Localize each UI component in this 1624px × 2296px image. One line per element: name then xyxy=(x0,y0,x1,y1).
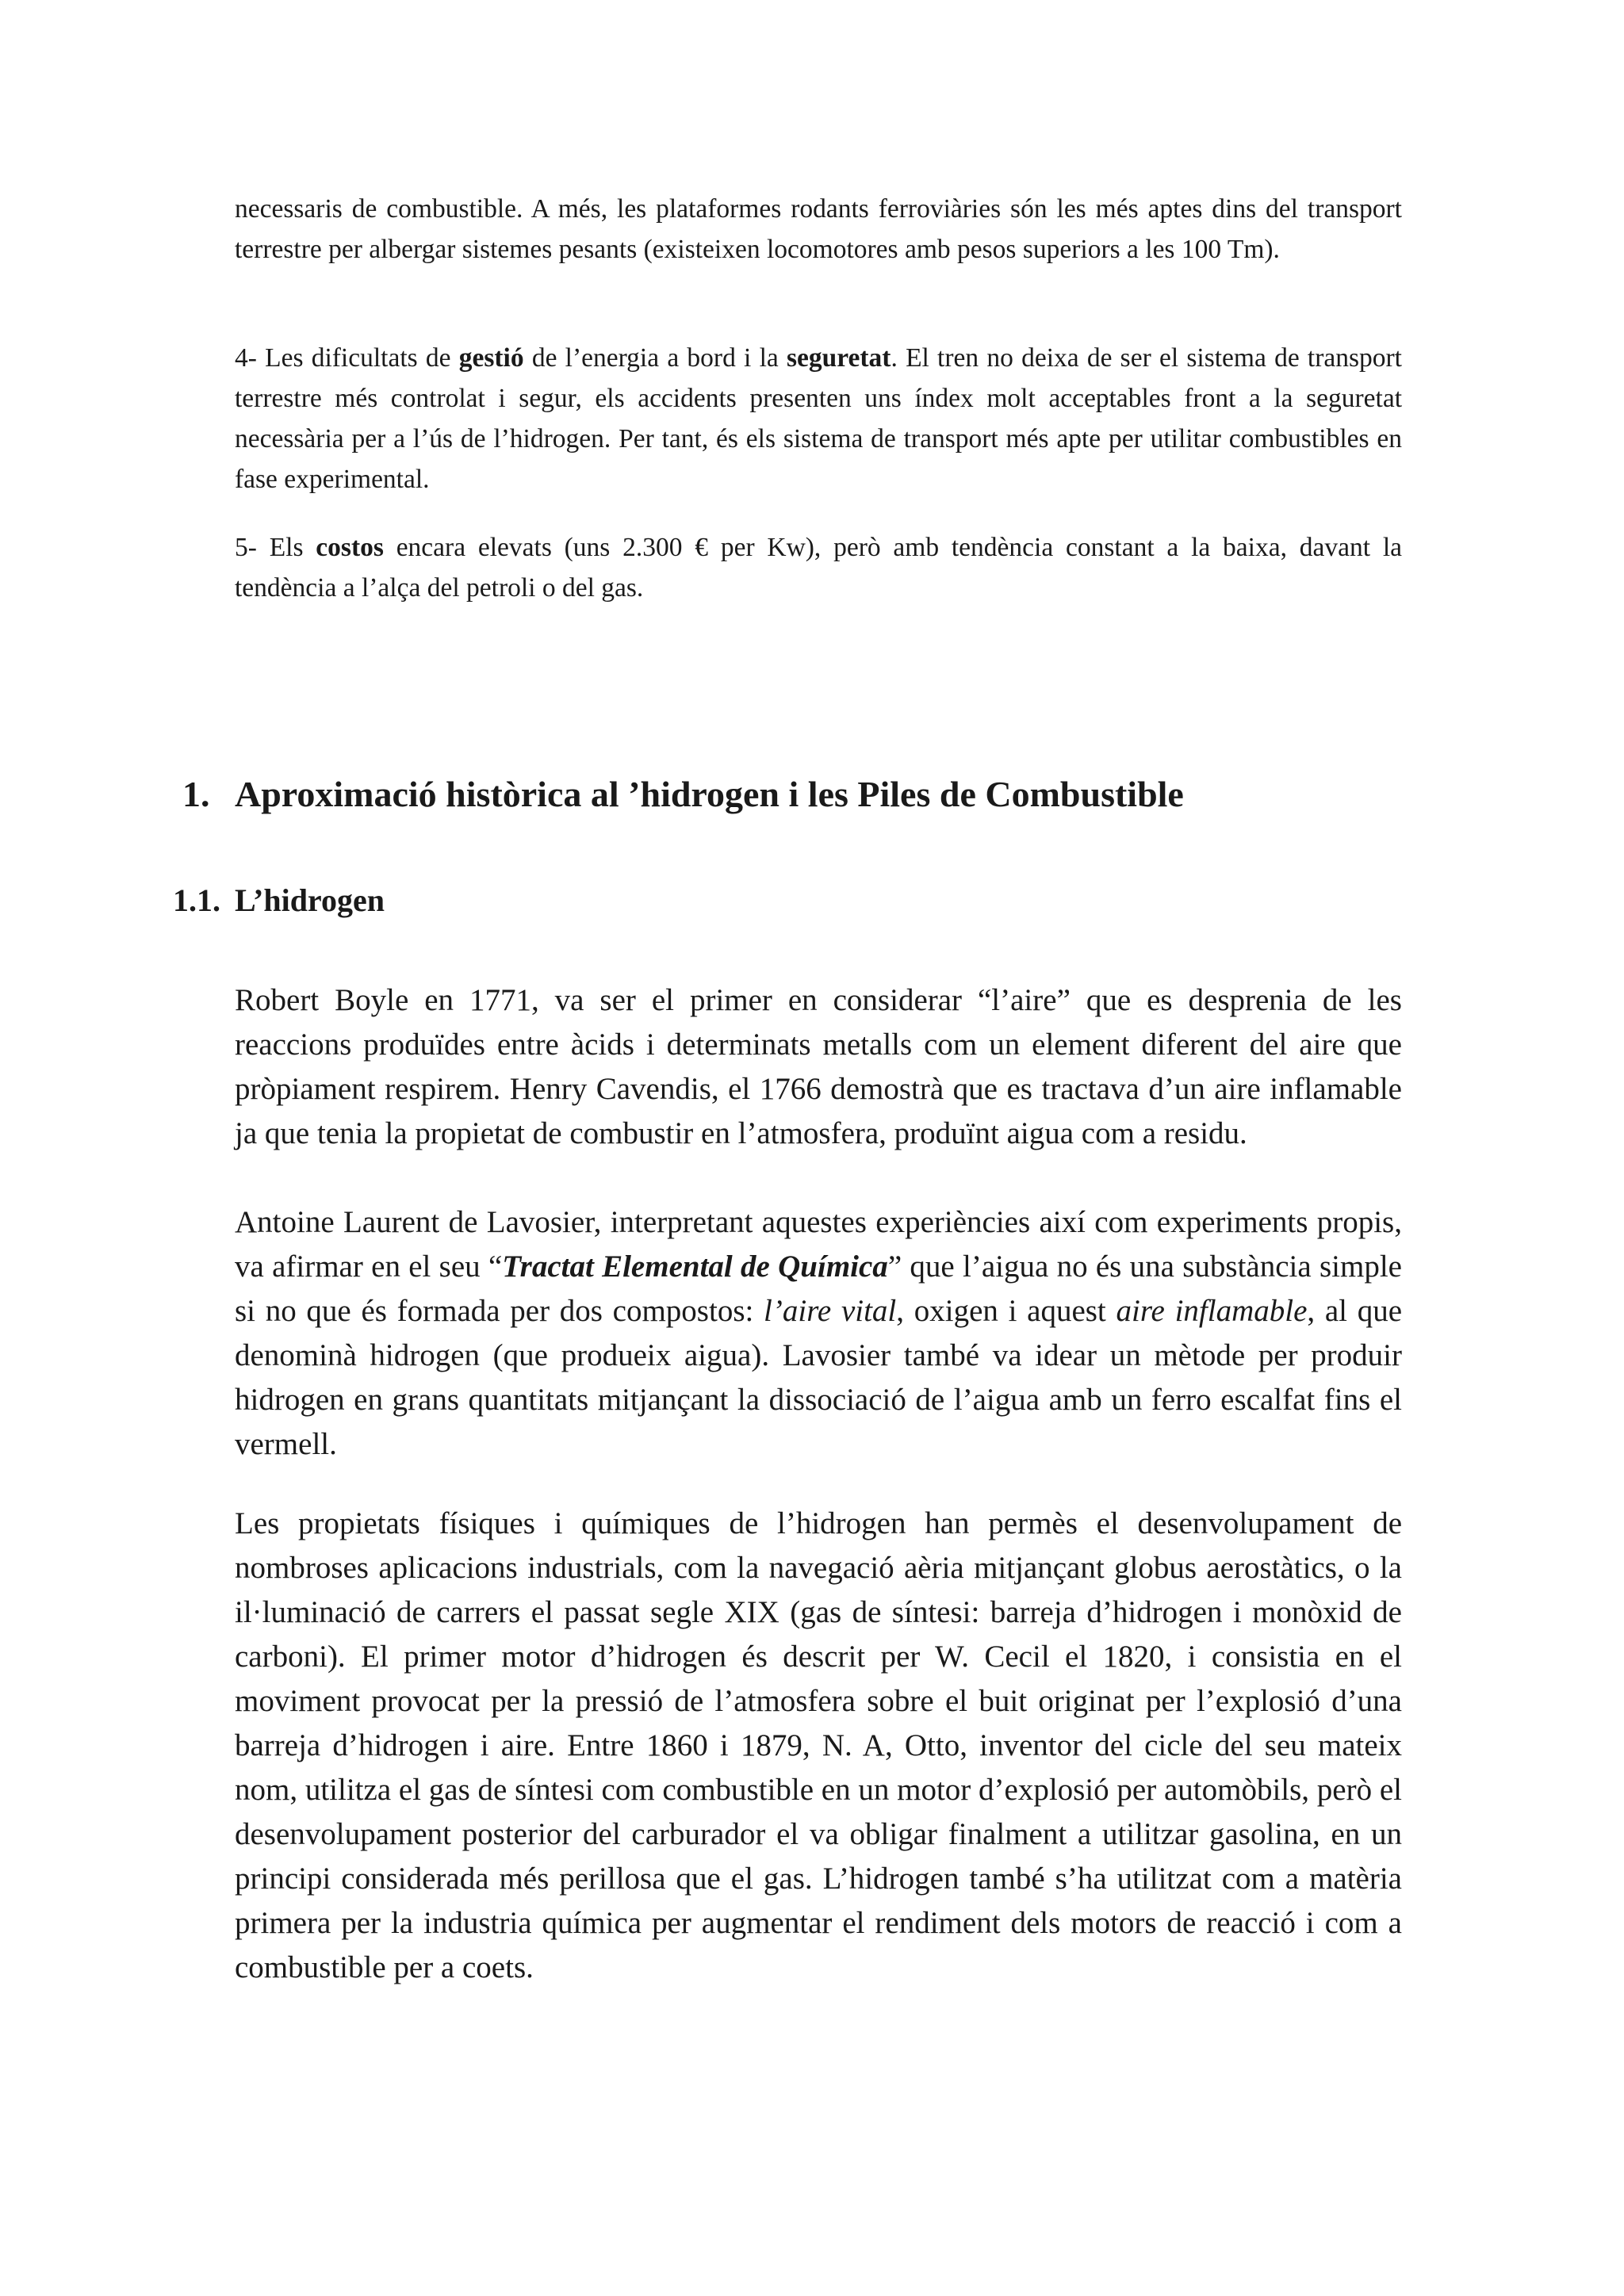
intro-paragraph-3-text-a: 5- Els xyxy=(235,533,316,562)
book-title-tractat: Tractat Elemental de Química xyxy=(502,1249,888,1284)
body-paragraph-3 xyxy=(235,1502,1402,1990)
intro-paragraph-1-text: necessaris de combustible. A més, les plataformes rodants ferroviàries són les més aptes dins del transport terrestre per albergar sistemes pesants (existeixen locomotores amb pesos superiors a les 100 Tm). xyxy=(235,194,1402,264)
intro-bold-seguretat: seguretat xyxy=(786,343,891,373)
intro-paragraph-1 xyxy=(235,189,1402,270)
body-paragraph-1 xyxy=(235,978,1402,1156)
section-heading xyxy=(182,771,1184,818)
body-paragraph-3-text: Les propietats físiques i químiques de l’hidrogen han permès el desenvolupament de nombroses aplicacions industrials, com la navegació aèria mitjançant globus aerostàtics, o la il·luminació de carrers el passat segle XIX (gas de síntesi: barreja d’hidrogen i monòxid de carboni). El primer motor d’hidrogen és descrit per W. Cecil el 1820, i consistia en el moviment provocat per la pressió de l’atmosfera sobre el buit originat per l’explosió d’una barreja d’hidrogen i aire. Entre 1860 i 1879, N. A, Otto, inventor del cicle del seu mateix nom, utilitza el gas de síntesi com combustible en un motor d’explosió per automòbils, però el desenvolupament posterior del carburador el va obligar finalment a utilitzar gasolina, en un principi considerada més perillosa que el gas. L’hidrogen també s’ha utilitzat com a matèria primera per la industria química per augmentar el rendiment dels motors de reacció i com a combustible per a coets. xyxy=(235,1506,1402,1984)
intro-paragraph-2-text-a: 4- Les dificultats de xyxy=(235,343,459,373)
section-title: Aproximació històrica al ’hidrogen i les Piles de Combustible xyxy=(235,774,1184,814)
subsection-number: 1.1. xyxy=(173,882,220,918)
body-paragraph-2 xyxy=(235,1200,1402,1467)
intro-paragraph-3 xyxy=(235,527,1402,608)
intro-paragraph-2-text-c: . El tren no deixa de ser el sistema de transport terrestre més controlat i segur, els accidents presenten uns índex molt acceptables front a la seguretat necessària per a l’ús de l’hidrogen. Per tant, és els sistema de transport més apte per utilitar combustibles en fase experimental. xyxy=(235,343,1402,494)
subsection-heading xyxy=(173,878,385,923)
body-paragraph-2-text-d: , al que denominà hidrogen (que produeix aigua). Lavosier també va idear un mètode per produir hidrogen en grans quantitats mitjançant la dissociació de l’aigua amb un ferro escalfat fins el vermell. xyxy=(235,1294,1403,1461)
italic-aire-inflamable: aire inflamable xyxy=(1116,1294,1308,1328)
intro-paragraph-2 xyxy=(235,338,1402,499)
intro-paragraph-3-text-b: encara elevats (uns 2.300 € per Kw), però amb tendència constant a la baixa, davant la tendència a l’alça del petroli o del gas. xyxy=(235,533,1403,603)
body-paragraph-2-text-b: ” que l’aigua no és una substància simple si no que és formada per dos compostos: xyxy=(235,1249,1402,1328)
intro-bold-gestio: gestió xyxy=(458,343,524,373)
body-paragraph-2-text-c: , oxigen i aquest xyxy=(896,1294,1116,1328)
intro-paragraph-2-text-b: de l’energia a bord i la xyxy=(523,343,787,373)
subsection-title: L’hidrogen xyxy=(235,882,385,918)
body-paragraph-1-text: Robert Boyle en 1771, va ser el primer en considerar “l’aire” que es desprenia de les reaccions produïdes entre àcids i determinats metalls com un element diferent del aire que pròpiament respirem. Henry Cavendis, el 1766 demostrà que es tractava d’un aire inflamable ja que tenia la propietat de combustir en l’atmosfera, produïnt aigua com a residu. xyxy=(235,983,1402,1150)
italic-aire-vital: l’aire vital xyxy=(764,1294,897,1328)
intro-bold-costos: costos xyxy=(316,533,384,562)
section-number: 1. xyxy=(182,774,210,814)
body-paragraph-2-text-a: Antoine Laurent de Lavosier, interpretant aquestes experiències així com experiments propis, va afirmar en el seu “ xyxy=(235,1205,1402,1284)
